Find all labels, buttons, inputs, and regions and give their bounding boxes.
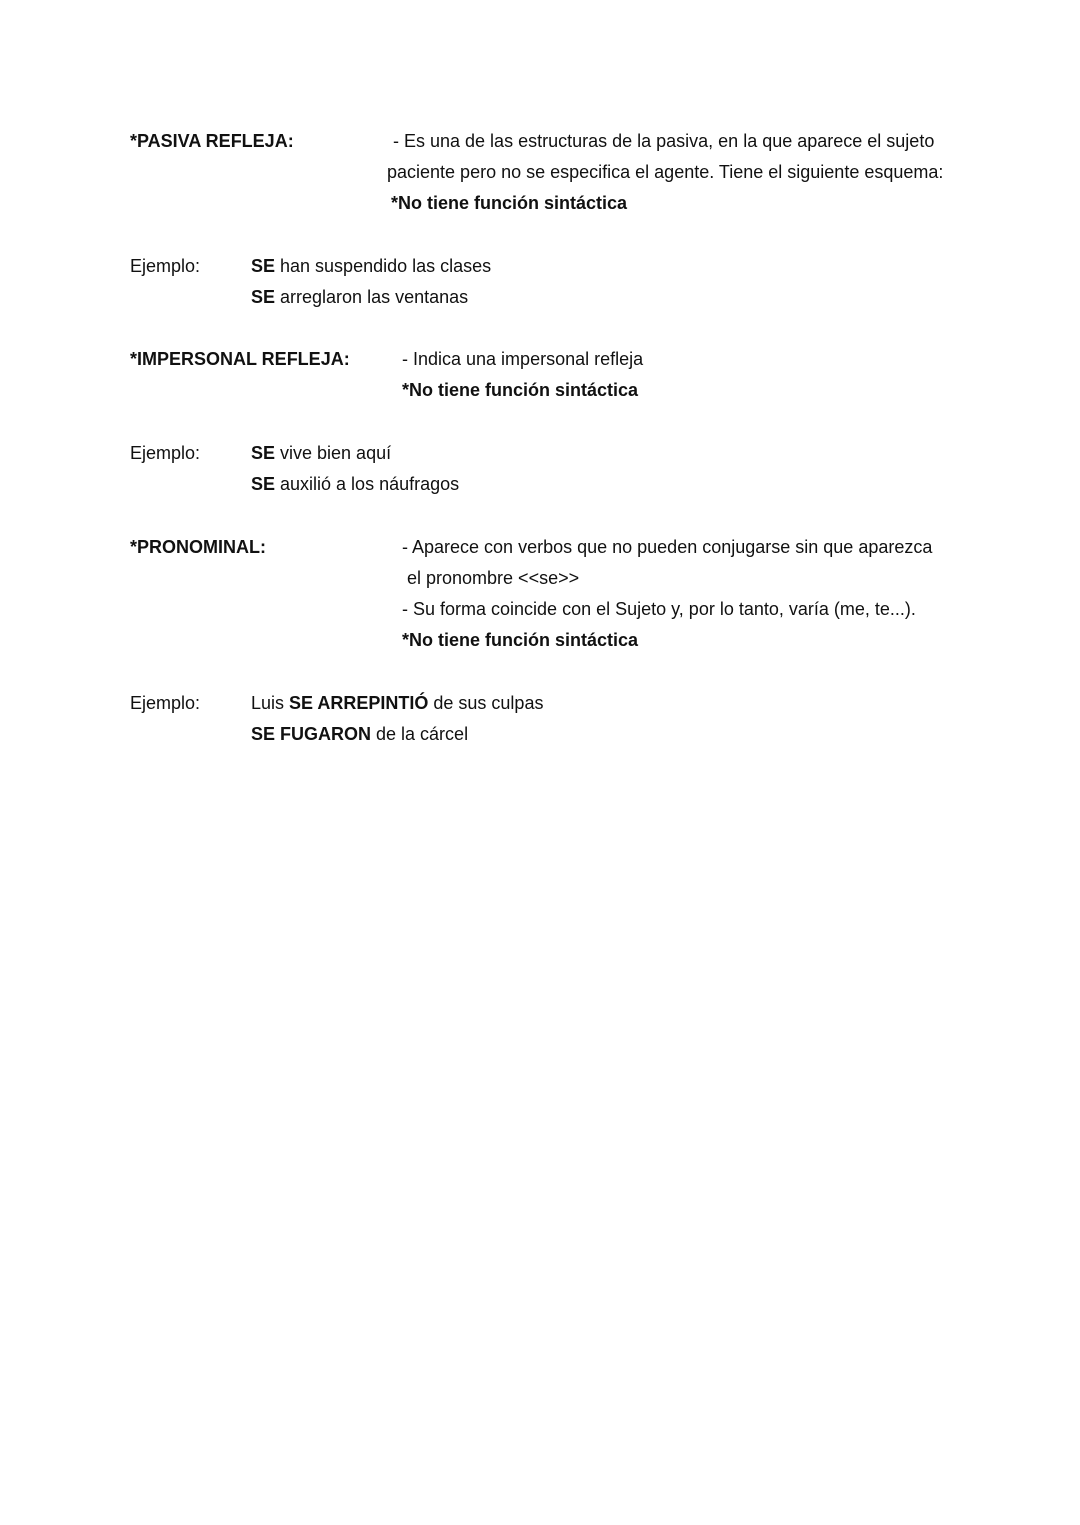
example-text: han suspendido las clases bbox=[275, 256, 492, 276]
pronominal-example-label: Ejemplo: bbox=[130, 693, 201, 713]
example-emphasis: SE bbox=[251, 287, 276, 307]
pasiva-example-label: Ejemplo: bbox=[130, 256, 201, 276]
example-emphasis: SE bbox=[251, 474, 276, 494]
example-text: arreglaron las ventanas bbox=[275, 287, 469, 307]
heading-pronominal: *PRONOMINAL: bbox=[130, 537, 266, 557]
pronominal-description-line-3: - Su forma coincide con el Sujeto y, por lo tanto, varía (me, te...). bbox=[402, 599, 916, 619]
pronominal-description-line-1: - Aparece con verbos que no pueden conjugarse sin que aparezca bbox=[402, 537, 933, 557]
impersonal-description-line-1: - Indica una impersonal refleja bbox=[402, 349, 644, 369]
pronominal-example-2 bbox=[251, 723, 468, 745]
example-text: de sus culpas bbox=[428, 693, 544, 713]
pronominal-description-line-2: el pronombre <<se>> bbox=[407, 568, 580, 588]
example-text: de la cárcel bbox=[371, 724, 469, 744]
example-emphasis: SE ARREPINTIÓ bbox=[289, 693, 429, 713]
pronominal-note: *No tiene función sintáctica bbox=[402, 630, 639, 650]
example-emphasis: SE bbox=[251, 256, 276, 276]
pasiva-example-1 bbox=[251, 255, 491, 277]
impersonal-example-2 bbox=[251, 473, 459, 495]
pasiva-description-line-1: - Es una de las estructuras de la pasiva, en la que aparece el sujeto bbox=[393, 131, 935, 151]
impersonal-note: *No tiene función sintáctica bbox=[402, 380, 639, 400]
impersonal-example-label: Ejemplo: bbox=[130, 443, 201, 463]
pasiva-note: *No tiene función sintáctica bbox=[391, 193, 628, 213]
example-emphasis: SE FUGARON bbox=[251, 724, 372, 744]
pasiva-example-2 bbox=[251, 286, 468, 308]
heading-pasiva-refleja: *PASIVA REFLEJA: bbox=[130, 131, 294, 151]
impersonal-example-1 bbox=[251, 442, 391, 464]
example-emphasis: SE bbox=[251, 443, 276, 463]
example-text: Luis bbox=[251, 693, 290, 713]
pronominal-example-1 bbox=[251, 692, 543, 714]
example-text: auxilió a los náufragos bbox=[275, 474, 460, 494]
pasiva-description-line-2: paciente pero no se especifica el agente. Tiene el siguiente esquema: bbox=[387, 162, 944, 182]
example-text: vive bien aquí bbox=[275, 443, 392, 463]
heading-impersonal-refleja: *IMPERSONAL REFLEJA: bbox=[130, 349, 350, 369]
